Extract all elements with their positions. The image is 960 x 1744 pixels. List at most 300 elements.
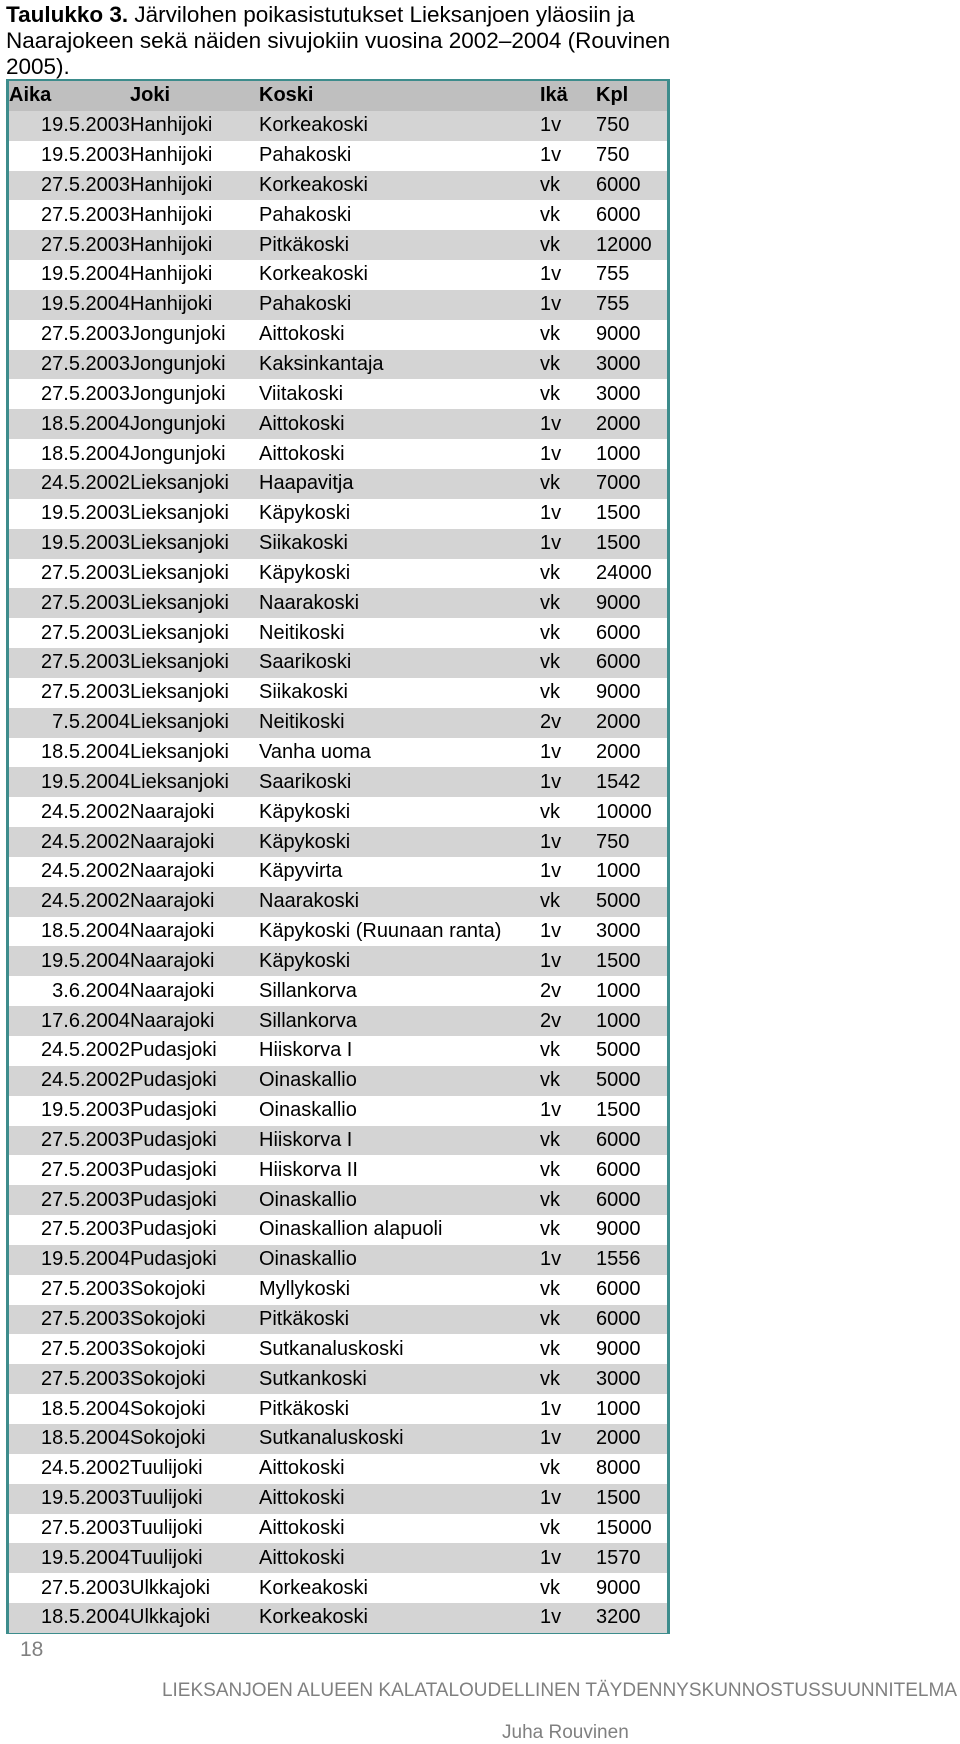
cell-aika: 24.5.2002 xyxy=(41,1457,130,1480)
cell-koski: Pitkäkoski xyxy=(259,1397,350,1420)
cell-ika: vk xyxy=(540,469,596,499)
cell-ika: vk xyxy=(540,588,596,618)
cell-kpl: 1500 xyxy=(596,529,667,559)
cell-ika: vk xyxy=(540,1576,560,1599)
table-row xyxy=(9,230,667,260)
cell-koski: Hiiskorva II xyxy=(259,1158,358,1181)
cell-joki: Hanhijoki xyxy=(130,171,259,201)
cell-kpl: 6000 xyxy=(596,1305,667,1335)
cell-aika: 19.5.2004 xyxy=(9,1543,130,1573)
cell-joki: Naarajoki xyxy=(130,800,215,823)
caption-text: Järvilohen poikasistutukset Lieksanjoen yläosiin ja Naarajokeen sekä näiden sivujokiin vuosina 2002–2004 (Rouvinen 2005). xyxy=(6,2,671,79)
cell-joki: Jongunjoki xyxy=(130,409,259,439)
cell-ika: 1v xyxy=(540,502,562,525)
cell-koski: Aittokoski xyxy=(259,1543,540,1573)
table-row xyxy=(9,111,667,141)
cell-kpl: 1570 xyxy=(596,1543,667,1573)
cell-koski: Korkeakoski xyxy=(259,171,540,201)
cell-kpl: 1542 xyxy=(596,767,667,797)
cell-joki: Pudasjoki xyxy=(130,1158,217,1181)
cell-joki: Naarajoki xyxy=(130,860,215,883)
cell-ika: 1v xyxy=(540,1099,562,1122)
cell-aika: 7.5.2004 xyxy=(9,708,130,738)
cell-aika: 18.5.2004 xyxy=(9,1603,130,1633)
cell-kpl: 750 xyxy=(596,111,667,141)
cell-ika: 1v xyxy=(540,1245,596,1275)
cell-kpl: 6000 xyxy=(596,648,667,678)
cell-ika: vk xyxy=(540,382,560,405)
table-row xyxy=(9,1155,667,1185)
cell-aika: 18.5.2004 xyxy=(41,740,130,763)
table-row xyxy=(9,767,667,797)
cell-kpl: 9000 xyxy=(596,1337,641,1360)
cell-ika: 1v xyxy=(540,263,562,286)
cell-kpl: 6000 xyxy=(596,1278,641,1301)
cell-koski: Aittokoski xyxy=(259,1457,345,1480)
cell-ika: vk xyxy=(540,561,560,584)
table-row xyxy=(9,887,667,917)
cell-ika: vk xyxy=(540,887,596,917)
cell-kpl: 750 xyxy=(596,144,630,167)
cell-aika: 27.5.2003 xyxy=(41,561,130,584)
cell-ika: vk xyxy=(540,203,560,226)
cell-koski: Aittokoski xyxy=(259,1516,345,1539)
table-row xyxy=(9,1126,667,1156)
page-number: 18 xyxy=(20,1638,44,1661)
cell-joki: Ulkkajoki xyxy=(130,1576,211,1599)
cell-kpl: 3000 xyxy=(596,920,641,943)
cell-koski: Pahakoski xyxy=(259,203,352,226)
cell-ika: 2v xyxy=(540,1006,596,1036)
cell-aika: 19.5.2003 xyxy=(9,529,130,559)
cell-aika: 18.5.2004 xyxy=(9,1424,130,1454)
table-row xyxy=(9,350,667,380)
footer-document-title: LIEKSANJOEN ALUEEN KALATALOUDELLINEN TÄYDENNYSKUNNOSTUSSUUNNITELMA xyxy=(161,1680,957,1701)
table-row xyxy=(9,379,667,409)
cell-ika: 1v xyxy=(540,529,596,559)
cell-koski: Kaksinkantaja xyxy=(259,350,540,380)
cell-joki: Pudasjoki xyxy=(130,1245,259,1275)
table-row xyxy=(9,1215,667,1245)
cell-joki: Hanhijoki xyxy=(130,203,213,226)
cell-kpl: 1000 xyxy=(596,1397,641,1420)
table-row xyxy=(9,708,667,738)
cell-kpl: 1500 xyxy=(596,502,641,525)
cell-koski: Sutkanaluskoski xyxy=(259,1424,540,1454)
column-header-kpl: Kpl xyxy=(596,81,667,111)
cell-joki: Pudasjoki xyxy=(130,1126,259,1156)
table-row xyxy=(9,469,667,499)
cell-aika: 27.5.2003 xyxy=(41,382,130,405)
cell-koski: Sillankorva xyxy=(259,1006,540,1036)
cell-ika: 1v xyxy=(540,111,596,141)
cell-koski: Käpyvirta xyxy=(259,860,343,883)
cell-ika: vk xyxy=(540,800,560,823)
column-header-ika: Ikä xyxy=(540,81,596,111)
cell-koski: Myllykoski xyxy=(259,1278,351,1301)
cell-joki: Tuulijoki xyxy=(130,1543,259,1573)
cell-kpl: 3000 xyxy=(596,350,667,380)
cell-joki: Pudasjoki xyxy=(130,1218,217,1241)
table-row xyxy=(9,260,667,290)
cell-aika: 27.5.2003 xyxy=(41,1218,130,1241)
cell-koski: Korkeakoski xyxy=(259,1576,368,1599)
cell-joki: Sokojoki xyxy=(130,1337,206,1360)
table-row xyxy=(9,320,667,350)
cell-ika: 1v xyxy=(540,740,562,763)
cell-ika: vk xyxy=(540,1457,560,1480)
footer-author: Juha Rouvinen xyxy=(502,1722,629,1743)
cell-joki: Lieksanjoki xyxy=(130,502,229,525)
cell-joki: Jongunjoki xyxy=(130,382,226,405)
cell-aika: 18.5.2004 xyxy=(41,1397,130,1420)
cell-kpl: 1000 xyxy=(596,979,641,1002)
cell-aika: 27.5.2003 xyxy=(41,1158,130,1181)
cell-kpl: 7000 xyxy=(596,469,667,499)
cell-kpl: 10000 xyxy=(596,800,652,823)
cell-joki: Naarajoki xyxy=(130,979,215,1002)
cell-joki: Lieksanjoki xyxy=(130,529,259,559)
cell-koski: Oinaskallion alapuoli xyxy=(259,1218,443,1241)
cell-ika: vk xyxy=(540,171,596,201)
cell-aika: 19.5.2003 xyxy=(9,1484,130,1514)
cell-koski: Käpykoski xyxy=(259,800,351,823)
cell-joki: Sokojoki xyxy=(130,1424,259,1454)
cell-kpl: 2000 xyxy=(596,708,667,738)
cell-kpl: 2000 xyxy=(596,740,641,763)
cell-joki: Hanhijoki xyxy=(130,290,259,320)
table-row xyxy=(9,1275,667,1305)
cell-ika: 2v xyxy=(540,708,596,738)
cell-aika: 24.5.2002 xyxy=(41,1039,130,1062)
cell-kpl: 755 xyxy=(596,263,630,286)
cell-koski: Viitakoski xyxy=(259,382,344,405)
table-row xyxy=(9,1394,667,1424)
column-header-koski: Koski xyxy=(259,81,540,111)
cell-koski: Aittokoski xyxy=(259,409,540,439)
cell-ika: 1v xyxy=(540,442,562,465)
cell-ika: 2v xyxy=(540,979,562,1002)
cell-aika: 24.5.2002 xyxy=(9,827,130,857)
cell-koski: Siikakoski xyxy=(259,681,348,704)
cell-joki: Hanhijoki xyxy=(130,111,259,141)
cell-joki: Lieksanjoki xyxy=(130,469,259,499)
cell-kpl: 9000 xyxy=(596,588,667,618)
table-row xyxy=(9,1543,667,1573)
cell-kpl: 3200 xyxy=(596,1603,667,1633)
cell-kpl: 1500 xyxy=(596,1099,641,1122)
cell-koski: Hiiskorva I xyxy=(259,1039,353,1062)
table-row xyxy=(9,559,667,589)
cell-aika: 27.5.2003 xyxy=(9,588,130,618)
cell-koski: Haapavitja xyxy=(259,469,540,499)
cell-koski: Oinaskallio xyxy=(259,1066,540,1096)
cell-aika: 19.5.2003 xyxy=(41,144,130,167)
cell-kpl: 6000 xyxy=(596,1185,667,1215)
cell-koski: Oinaskallio xyxy=(259,1099,357,1122)
cell-ika: 1v xyxy=(540,920,562,943)
table-row xyxy=(9,976,667,1006)
table-row xyxy=(9,439,667,469)
cell-koski: Neitikoski xyxy=(259,621,345,644)
cell-koski: Käpykoski xyxy=(259,946,540,976)
cell-kpl: 24000 xyxy=(596,561,652,584)
cell-aika: 19.5.2003 xyxy=(41,502,130,525)
table-row xyxy=(9,827,667,857)
cell-ika: vk xyxy=(540,323,560,346)
cell-joki: Lieksanjoki xyxy=(130,767,259,797)
cell-ika: vk xyxy=(540,1218,560,1241)
table-body xyxy=(9,111,667,1633)
cell-aika: 27.5.2003 xyxy=(41,323,130,346)
cell-koski: Pitkäkoski xyxy=(259,230,540,260)
cell-joki: Naarajoki xyxy=(130,946,259,976)
cell-koski: Sillankorva xyxy=(259,979,357,1002)
cell-kpl: 9000 xyxy=(596,1218,641,1241)
table-row xyxy=(9,857,667,887)
cell-joki: Tuulijoki xyxy=(130,1484,259,1514)
cell-joki: Ulkkajoki xyxy=(130,1603,259,1633)
cell-aika: 24.5.2002 xyxy=(9,887,130,917)
cell-ika: vk xyxy=(540,621,560,644)
cell-ika: 1v xyxy=(540,827,596,857)
cell-koski: Sutkankoski xyxy=(259,1364,540,1394)
table-row xyxy=(9,1334,667,1364)
cell-kpl: 6000 xyxy=(596,171,667,201)
cell-ika: vk xyxy=(540,1516,560,1539)
cell-kpl: 6000 xyxy=(596,203,641,226)
cell-ika: vk xyxy=(540,350,596,380)
table-row xyxy=(9,141,667,171)
cell-joki: Lieksanjoki xyxy=(130,708,259,738)
cell-ika: 1v xyxy=(540,1424,596,1454)
cell-aika: 18.5.2004 xyxy=(9,409,130,439)
table-row xyxy=(9,917,667,947)
table-row xyxy=(9,738,667,768)
cell-ika: 1v xyxy=(540,409,596,439)
cell-kpl: 5000 xyxy=(596,1039,641,1062)
table-caption xyxy=(6,2,676,80)
cell-aika: 24.5.2002 xyxy=(41,800,130,823)
cell-ika: 1v xyxy=(540,144,562,167)
table-row xyxy=(9,1424,667,1454)
cell-joki: Tuulijoki xyxy=(130,1516,203,1539)
cell-kpl: 755 xyxy=(596,290,667,320)
cell-ika: 1v xyxy=(540,1397,562,1420)
table-row xyxy=(9,1454,667,1484)
cell-aika: 27.5.2003 xyxy=(9,1126,130,1156)
cell-kpl: 6000 xyxy=(596,621,641,644)
cell-kpl: 6000 xyxy=(596,1158,641,1181)
cell-koski: Korkeakoski xyxy=(259,263,368,286)
cell-koski: Aittokoski xyxy=(259,323,345,346)
cell-aika: 19.5.2004 xyxy=(41,263,130,286)
table-row xyxy=(9,200,667,230)
cell-koski: Saarikoski xyxy=(259,767,540,797)
cell-kpl: 15000 xyxy=(596,1516,652,1539)
cell-aika: 18.5.2004 xyxy=(41,920,130,943)
table-row xyxy=(9,1006,667,1036)
cell-koski: Käpykoski xyxy=(259,502,351,525)
table-row xyxy=(9,1096,667,1126)
cell-kpl: 2000 xyxy=(596,1424,667,1454)
cell-koski: Siikakoski xyxy=(259,529,540,559)
cell-ika: vk xyxy=(540,648,596,678)
table-row xyxy=(9,946,667,976)
column-header-aika: Aika xyxy=(9,81,130,111)
cell-ika: 1v xyxy=(540,946,596,976)
table-row xyxy=(9,1484,667,1514)
cell-koski: Hiiskorva I xyxy=(259,1126,540,1156)
cell-koski: Pahakoski xyxy=(259,144,352,167)
cell-joki: Pudasjoki xyxy=(130,1099,217,1122)
cell-aika: 27.5.2003 xyxy=(41,1516,130,1539)
cell-kpl: 12000 xyxy=(596,230,667,260)
column-header-joki: Joki xyxy=(130,81,259,111)
cell-joki: Hanhijoki xyxy=(130,230,259,260)
cell-kpl: 1000 xyxy=(596,442,641,465)
table-row xyxy=(9,1514,667,1544)
cell-kpl: 1500 xyxy=(596,1484,667,1514)
cell-kpl: 2000 xyxy=(596,409,667,439)
cell-joki: Jongunjoki xyxy=(130,442,226,465)
cell-aika: 27.5.2003 xyxy=(41,1278,130,1301)
cell-joki: Jongunjoki xyxy=(130,323,226,346)
cell-kpl: 8000 xyxy=(596,1457,641,1480)
cell-koski: Neitikoski xyxy=(259,708,540,738)
cell-joki: Lieksanjoki xyxy=(130,740,229,763)
table-row xyxy=(9,1364,667,1394)
cell-kpl: 3000 xyxy=(596,382,641,405)
table-row xyxy=(9,797,667,827)
cell-aika: 27.5.2003 xyxy=(41,1576,130,1599)
cell-joki: Sokojoki xyxy=(130,1305,259,1335)
cell-ika: vk xyxy=(540,1305,596,1335)
cell-kpl: 9000 xyxy=(596,681,641,704)
cell-aika: 27.5.2003 xyxy=(9,1364,130,1394)
table-row xyxy=(9,1305,667,1335)
cell-joki: Sokojoki xyxy=(130,1278,206,1301)
table-row xyxy=(9,648,667,678)
table-row xyxy=(9,618,667,648)
cell-aika: 27.5.2003 xyxy=(9,350,130,380)
cell-kpl: 750 xyxy=(596,827,667,857)
cell-kpl: 5000 xyxy=(596,1066,667,1096)
cell-ika: vk xyxy=(540,230,596,260)
cell-aika: 19.5.2004 xyxy=(9,1245,130,1275)
cell-koski: Käpykoski xyxy=(259,827,540,857)
cell-ika: 1v xyxy=(540,860,562,883)
cell-ika: 1v xyxy=(540,1543,596,1573)
cell-joki: Lieksanjoki xyxy=(130,588,259,618)
cell-joki: Naarajoki xyxy=(130,1006,259,1036)
cell-koski: Saarikoski xyxy=(259,648,540,678)
cell-ika: vk xyxy=(540,1039,560,1062)
cell-ika: 1v xyxy=(540,767,596,797)
table-row xyxy=(9,499,667,529)
cell-joki: Naarajoki xyxy=(130,920,215,943)
cell-aika: 27.5.2003 xyxy=(9,171,130,201)
cell-joki: Pudasjoki xyxy=(130,1185,259,1215)
cell-koski: Aittokoski xyxy=(259,442,345,465)
cell-kpl: 1556 xyxy=(596,1245,667,1275)
stocking-table xyxy=(9,81,667,1633)
cell-ika: vk xyxy=(540,1185,596,1215)
cell-koski: Oinaskallio xyxy=(259,1245,540,1275)
cell-kpl: 1000 xyxy=(596,860,641,883)
table-row xyxy=(9,1066,667,1096)
table-row xyxy=(9,1036,667,1066)
cell-kpl: 9000 xyxy=(596,1576,641,1599)
cell-ika: vk xyxy=(540,681,560,704)
cell-kpl: 5000 xyxy=(596,887,667,917)
cell-aika: 24.5.2002 xyxy=(41,860,130,883)
cell-joki: Naarajoki xyxy=(130,827,259,857)
cell-koski: Sutkanaluskoski xyxy=(259,1337,404,1360)
cell-ika: 1v xyxy=(540,290,596,320)
cell-kpl: 9000 xyxy=(596,323,641,346)
cell-ika: vk xyxy=(540,1066,596,1096)
cell-joki: Lieksanjoki xyxy=(130,681,229,704)
cell-aika: 27.5.2003 xyxy=(41,621,130,644)
cell-koski: Naarakoski xyxy=(259,588,540,618)
cell-aika: 27.5.2003 xyxy=(9,1305,130,1335)
cell-ika: vk xyxy=(540,1364,596,1394)
cell-koski: Käpykoski (Ruunaan ranta) xyxy=(259,920,502,943)
cell-kpl: 3000 xyxy=(596,1364,667,1394)
cell-koski: Pitkäkoski xyxy=(259,1305,540,1335)
cell-joki: Sokojoki xyxy=(130,1397,206,1420)
cell-kpl: 1500 xyxy=(596,946,667,976)
cell-joki: Jongunjoki xyxy=(130,350,259,380)
cell-aika: 27.5.2003 xyxy=(41,203,130,226)
cell-koski: Oinaskallio xyxy=(259,1185,540,1215)
cell-kpl: 1000 xyxy=(596,1006,667,1036)
cell-aika: 17.6.2004 xyxy=(9,1006,130,1036)
cell-aika: 19.5.2004 xyxy=(9,946,130,976)
cell-joki: Lieksanjoki xyxy=(130,561,229,584)
table-row xyxy=(9,678,667,708)
cell-aika: 24.5.2002 xyxy=(9,469,130,499)
cell-aika: 27.5.2003 xyxy=(9,1185,130,1215)
caption-label: Taulukko 3. xyxy=(6,2,129,27)
cell-aika: 19.5.2004 xyxy=(9,767,130,797)
cell-aika: 18.5.2004 xyxy=(41,442,130,465)
cell-koski: Korkeakoski xyxy=(259,111,540,141)
cell-aika: 27.5.2003 xyxy=(41,1337,130,1360)
cell-aika: 3.6.2004 xyxy=(52,979,130,1002)
cell-ika: vk xyxy=(540,1158,560,1181)
cell-joki: Pudasjoki xyxy=(130,1039,217,1062)
cell-joki: Tuulijoki xyxy=(130,1457,203,1480)
table-row xyxy=(9,1573,667,1603)
table-row xyxy=(9,171,667,201)
table-row xyxy=(9,588,667,618)
cell-koski: Pahakoski xyxy=(259,290,540,320)
cell-joki: Hanhijoki xyxy=(130,144,213,167)
cell-joki: Pudasjoki xyxy=(130,1066,259,1096)
cell-aika: 19.5.2003 xyxy=(41,1099,130,1122)
table-row xyxy=(9,1245,667,1275)
cell-koski: Aittokoski xyxy=(259,1484,540,1514)
table-row xyxy=(9,529,667,559)
cell-kpl: 6000 xyxy=(596,1126,667,1156)
cell-aika: 27.5.2003 xyxy=(9,648,130,678)
cell-ika: 1v xyxy=(540,1484,596,1514)
cell-koski: Käpykoski xyxy=(259,561,351,584)
cell-aika: 19.5.2004 xyxy=(9,290,130,320)
table-row xyxy=(9,1185,667,1215)
